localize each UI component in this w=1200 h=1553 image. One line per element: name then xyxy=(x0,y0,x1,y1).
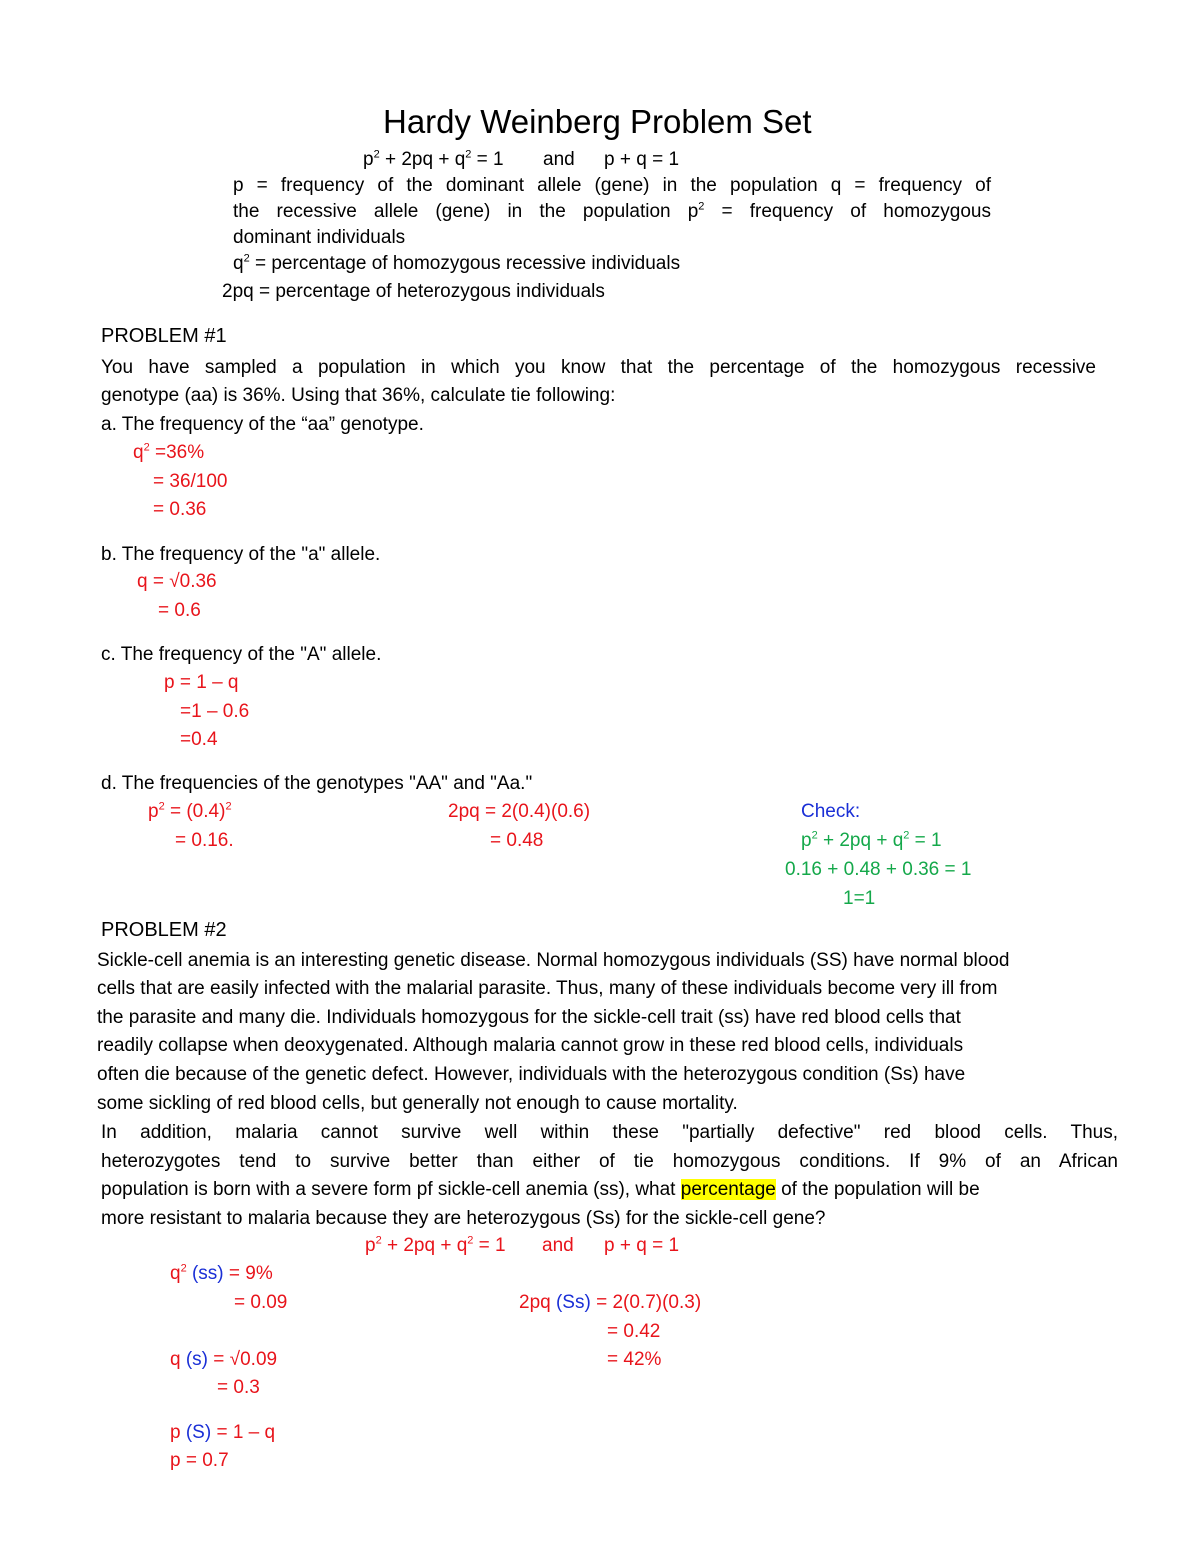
hw-equation-red: $p^2 + 2pq + q^2 = 1$ xyxy=(365,1234,506,1256)
problem-2-text: Sickle-cell anemia is an interesting genetic disease. Normal homozygous individuals (SS) have normal blood xyxy=(97,950,1010,971)
answer-d-line: 2pq = 2(0.4)(0.6) xyxy=(448,801,591,822)
problem-2-text: population is born with a severe form pf sickle-cell anemia (ss), what percentage of the population will be xyxy=(101,1179,980,1200)
answer-a-line: = 36/100 xyxy=(153,471,228,492)
problem-2-heading: PROBLEM #2 xyxy=(101,919,227,941)
problem-2-text: In addition, malaria cannot survive well within these "partially defective" red blood cells. Thus, xyxy=(101,1122,1118,1143)
solution-line: q (s) = √0.09 xyxy=(170,1349,278,1370)
solution-line: $q^2$ (ss) = 9% xyxy=(170,1262,273,1284)
answer-c-line: p = 1 – q xyxy=(164,672,239,693)
problem-2-text: readily collapse when deoxygenated. Although malaria cannot grow in these red blood cells, individuals xyxy=(97,1035,964,1056)
definition-line: the recessive allele (gene) in the population $p^2$ = frequency of homozygous xyxy=(233,200,991,222)
check-line: $p^2 + 2pq + q^2 = 1$ xyxy=(801,829,942,851)
answer-c-line: =1 – 0.6 xyxy=(180,701,250,722)
problem-2-text: some sickling of red blood cells, but generally not enough to cause mortality. xyxy=(97,1093,738,1114)
answer-a-line: = 0.36 xyxy=(153,499,207,520)
definition-line: $q^2$ = percentage of homozygous recessive individuals xyxy=(233,252,681,274)
answer-b-line: q = √0.36 xyxy=(137,571,217,592)
definition-line: p = frequency of the dominant allele (gene) in the population q = frequency of xyxy=(233,175,991,196)
highlighted-word: percentage xyxy=(680,1179,776,1200)
check-line: 1=1 xyxy=(843,888,876,909)
answer-d-line: = 0.16. xyxy=(175,830,234,851)
check-label: Check: xyxy=(801,801,861,822)
heterozygote-line: = 42% xyxy=(607,1349,662,1370)
problem-2-text: cells that are easily infected with the malarial parasite. Thus, many of these individuals become very ill from xyxy=(97,978,998,999)
check-line: 0.16 + 0.48 + 0.36 = 1 xyxy=(785,859,972,880)
heterozygote-line: 2pq (Ss) = 2(0.7)(0.3) xyxy=(519,1292,702,1313)
answer-d-line: = 0.48 xyxy=(490,830,544,851)
answer-b-line: = 0.6 xyxy=(158,600,201,621)
problem-2-text: the parasite and many die. Individuals homozygous for the sickle-cell trait (ss) have red blood cells that xyxy=(97,1007,961,1028)
problem-1-text: You have sampled a population in which you know that the percentage of the homozygous recessive xyxy=(101,357,1096,378)
hw-equation: $p^2 + 2pq + q^2 = 1$ xyxy=(363,148,504,170)
allele-equation: p + q = 1 xyxy=(604,149,680,170)
solution-line: p = 0.7 xyxy=(170,1450,229,1471)
hw-equation-and-red: and xyxy=(542,1235,574,1256)
question-a: a. The frequency of the “aa” genotype. xyxy=(101,414,424,435)
solution-line: = 0.3 xyxy=(217,1377,260,1398)
definition-line: 2pq = percentage of heterozygous individuals xyxy=(222,281,605,302)
page-title: Hardy Weinberg Problem Set xyxy=(383,103,812,140)
heterozygote-line: = 0.42 xyxy=(607,1321,661,1342)
hw-equation-and: and xyxy=(543,149,575,170)
question-c: c. The frequency of the "A" allele. xyxy=(101,644,382,665)
question-d: d. The frequencies of the genotypes "AA" and "Aa." xyxy=(101,773,533,794)
allele-equation-red: p + q = 1 xyxy=(604,1235,680,1256)
answer-a-line: $q^2 =36\%$ xyxy=(133,441,205,463)
problem-2-text: heterozygotes tend to survive better than either of tie homozygous conditions. If 9% of an African xyxy=(101,1151,1118,1172)
solution-line: = 0.09 xyxy=(234,1292,288,1313)
definition-line: dominant individuals xyxy=(233,227,406,248)
answer-d-line: $p^2 = (0.4)^2$ xyxy=(148,800,232,822)
problem-1-heading: PROBLEM #1 xyxy=(101,325,227,347)
answer-c-line: =0.4 xyxy=(180,729,218,750)
problem-1-text: genotype (aa) is 36%. Using that 36%, calculate tie following: xyxy=(101,385,616,406)
solution-line: p (S) = 1 – q xyxy=(170,1422,276,1443)
question-b: b. The frequency of the "a" allele. xyxy=(101,544,381,565)
problem-2-text: often die because of the genetic defect. However, individuals with the heterozygous condition (Ss) have xyxy=(97,1064,966,1085)
problem-2-text: more resistant to malaria because they are heterozygous (Ss) for the sickle-cell gene? xyxy=(101,1208,826,1229)
